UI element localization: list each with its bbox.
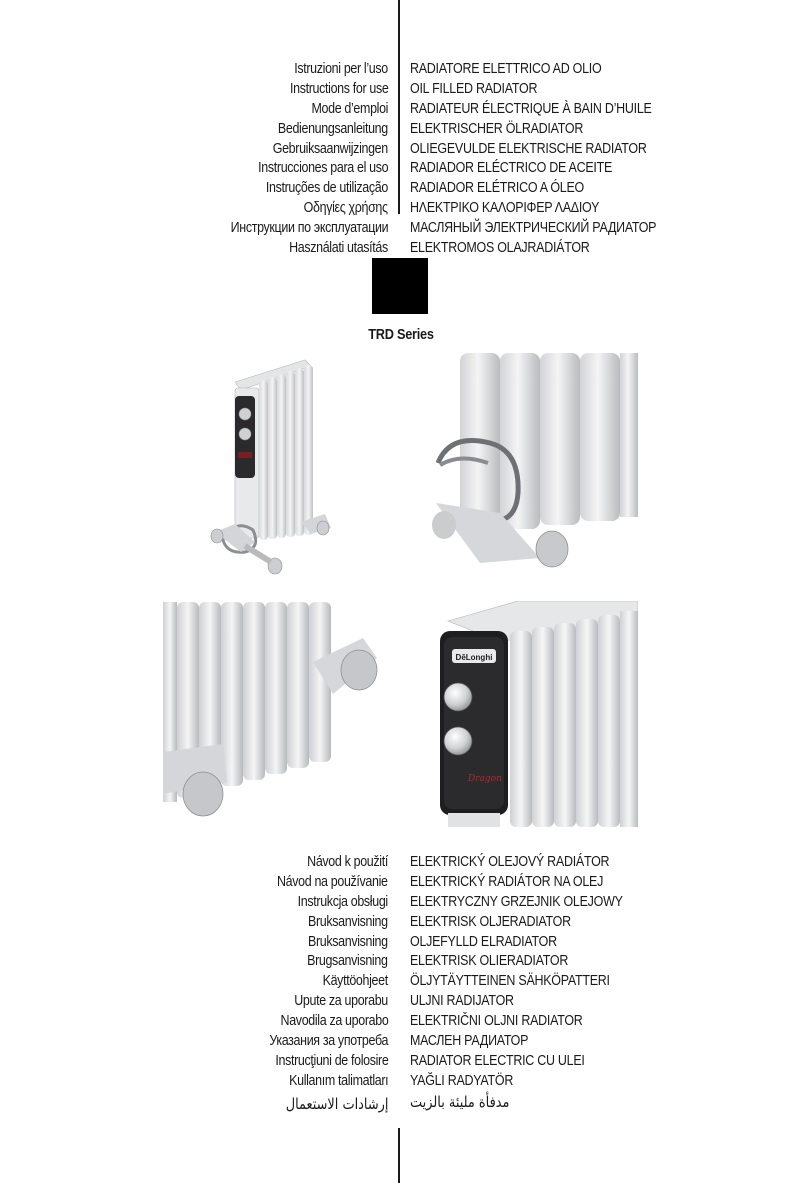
instructions-label: Instruções de utilização [265,180,388,197]
series-title: TRD Series [368,326,434,343]
instructions-label: Upute za uporabu [294,993,388,1010]
instructions-label: Instrukcja obsługi [297,893,388,910]
language-row [0,1092,802,1116]
product-name: YAĞLI RADYATÖR [410,1072,514,1089]
product-name: ELEKTRISK OLIERADIATOR [410,953,569,970]
instructions-label: Návod na používanie [277,873,388,890]
language-row [0,893,802,913]
product-name: RADIADOR ELÉCTRICO DE ACEITE [410,160,613,177]
language-row [0,1052,802,1072]
product-name: ELEKTRICKÝ RADIÁTOR NA OLEJ [410,873,604,890]
language-row [0,140,802,160]
brand-logo-text: DēLonghi [455,653,493,662]
instructions-label: Instructions for use [289,80,388,97]
language-row [0,913,802,933]
instructions-label: Instrucţiuni de folosire [274,1052,388,1069]
product-name: ELEKTRYCZNY GRZEJNIK OLEJOWY [410,893,623,910]
instructions-label: Bruksanvisning [308,933,388,950]
product-name: МАСЛЯНЫЙ ЭЛЕКТРИЧЕСКИЙ РАДИАТОР [410,220,657,237]
product-name: ÖLJYTÄYTTEINEN SÄHKÖPATTERI [410,973,610,990]
instructions-label: Használati utasítás [289,240,388,257]
language-row [0,80,802,100]
product-name: RADIADOR ELÉTRICO A ÓLEO [410,180,584,197]
bottom-divider-line [398,1128,400,1183]
instructions-label: Navodila za uporabo [280,1013,388,1030]
language-row [0,159,802,179]
product-name: RADIATOR ELECTRIC CU ULEI [410,1052,585,1069]
instructions-label: Bedienungsanleitung [278,120,388,137]
instructions-label: Brugsanvisning [307,953,388,970]
cord-wrap-photo [430,353,638,571]
product-name: ELEKTRISCHER ÖLRADIATOR [410,120,584,137]
instructions-label: Kullanım talimatları [288,1072,388,1089]
language-row [0,1032,802,1052]
instructions-label: Инструкции по эксплуатации [230,220,388,237]
wheels-photo [163,602,387,824]
product-name: OLJEFYLLD ELRADIATOR [410,933,557,950]
language-row [0,873,802,893]
product-name: ELEKTROMOS OLAJRADIÁTOR [410,240,590,257]
product-name: OLIEGEVULDE ELEKTRISCHE RADIATOR [410,140,647,157]
product-name: МАСЛЕН РАДИАТОР [410,1033,529,1050]
language-row [0,1012,802,1032]
bottom-language-list [0,853,802,1116]
language-row [0,60,802,80]
product-name: ELEKTRICKÝ OLEJOVÝ RADIÁTOR [410,854,610,870]
instructions-label: إرشادات الاستعمال [285,1094,388,1113]
product-name: OIL FILLED RADIATOR [410,80,538,97]
top-language-list [0,60,802,259]
radiator-full-photo [205,352,350,580]
instructions-label: Οδηγίες χρήσης [303,200,388,217]
product-name: RADIATORE ELETTRICO AD OLIO [410,61,602,77]
language-row [0,199,802,219]
language-row [0,120,802,140]
instructions-label: Bruksanvisning [308,913,388,930]
product-name: ELEKTRIČNI OLJNI RADIATOR [410,1013,583,1030]
language-row [0,992,802,1012]
control-panel-photo [438,601,638,827]
instructions-label: Istruzioni per l’uso [294,61,388,77]
language-row [0,933,802,953]
language-row [0,179,802,199]
language-row [0,219,802,239]
black-square-mark [372,258,428,314]
language-row [0,972,802,992]
product-name: RADIATEUR ÉLECTRIQUE À BAIN D’HUILE [410,100,652,117]
model-logo-text: Dragon [468,774,502,784]
instructions-label: Указания за употреба [269,1033,388,1050]
instructions-label: Mode d’emploi [311,100,388,117]
product-name: ELEKTRISK OLJERADIATOR [410,913,571,930]
product-name: ΗΛΕΚΤΡΙΚΟ ΚΑΛΟΡΙΦΕΡ ΛΑΔΙΟΥ [410,200,600,217]
instructions-label: Návod k použití [307,854,388,870]
instructions-label: Käyttöohjeet [322,973,388,990]
language-row [0,1072,802,1092]
language-row [0,100,802,120]
product-name: ULJNI RADIJATOR [410,993,514,1010]
instructions-label: Gebruiksaanwijzingen [272,140,388,157]
instructions-label: Instrucciones para el uso [257,160,388,177]
language-row [0,853,802,873]
language-row [0,952,802,972]
product-name: مدفأة مليئة بالزيت [410,1092,510,1111]
language-row [0,239,802,259]
